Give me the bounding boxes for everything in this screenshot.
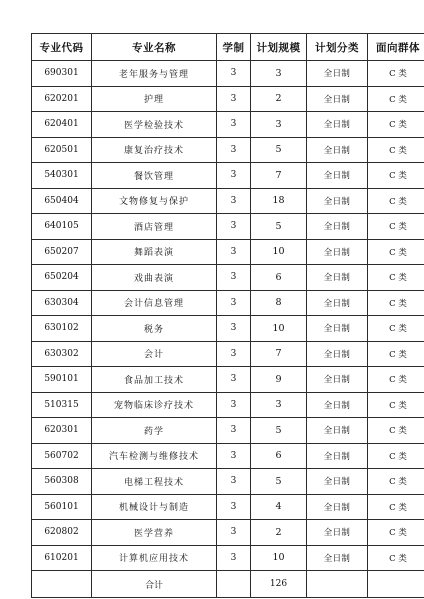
duration-cell: 3 (217, 520, 251, 546)
major-code-cell: 650204 (32, 265, 92, 291)
table-row (32, 469, 424, 495)
plan-type-cell: 全日制 (307, 214, 368, 240)
duration-cell: 3 (217, 316, 251, 342)
target-group-cell: C 类 (368, 418, 424, 444)
plan-type-cell: 全日制 (307, 316, 368, 342)
table-row (32, 188, 424, 214)
major-name-cell: 医学营养 (92, 520, 217, 546)
target-group-cell: C 类 (368, 265, 424, 291)
target-group-cell: C 类 (368, 214, 424, 240)
duration-cell: 3 (217, 494, 251, 520)
target-group-cell: C 类 (368, 290, 424, 316)
table-row (32, 112, 424, 138)
table-row (32, 392, 424, 418)
plan-size-cell: 7 (251, 163, 307, 189)
major-code-cell: 620501 (32, 137, 92, 163)
major-code-cell: 560101 (32, 494, 92, 520)
table-body (32, 61, 424, 571)
table-row (32, 290, 424, 316)
table-row (32, 367, 424, 393)
major-code-cell: 630102 (32, 316, 92, 342)
duration-cell: 3 (217, 163, 251, 189)
major-code-cell: 610201 (32, 545, 92, 571)
total-empty-cell (32, 571, 92, 598)
plan-size-cell: 5 (251, 214, 307, 240)
table-row (32, 316, 424, 342)
duration-cell: 3 (217, 86, 251, 112)
major-code-cell: 510315 (32, 392, 92, 418)
duration-cell: 3 (217, 469, 251, 495)
plan-size-cell: 3 (251, 392, 307, 418)
plan-type-cell: 全日制 (307, 163, 368, 189)
major-code-cell: 690301 (32, 61, 92, 87)
major-code-cell: 650404 (32, 188, 92, 214)
plan-size-cell: 8 (251, 290, 307, 316)
major-name-cell: 文物修复与保护 (92, 188, 217, 214)
plan-type-cell: 全日制 (307, 86, 368, 112)
major-code-cell: 620301 (32, 418, 92, 444)
plan-type-cell: 全日制 (307, 367, 368, 393)
major-name-cell: 汽车检测与维修技术 (92, 443, 217, 469)
header-major-name: 专业名称 (92, 34, 217, 61)
duration-cell: 3 (217, 341, 251, 367)
plan-size-cell: 9 (251, 367, 307, 393)
plan-type-cell: 全日制 (307, 392, 368, 418)
major-code-cell: 560308 (32, 469, 92, 495)
plan-type-cell: 全日制 (307, 265, 368, 291)
duration-cell: 3 (217, 367, 251, 393)
total-row (32, 571, 424, 598)
major-name-cell: 医学检验技术 (92, 112, 217, 138)
major-name-cell: 食品加工技术 (92, 367, 217, 393)
total-label: 合计 (92, 571, 217, 598)
major-name-cell: 计算机应用技术 (92, 545, 217, 571)
plan-type-cell: 全日制 (307, 239, 368, 265)
table-row (32, 418, 424, 444)
total-value: 126 (251, 571, 307, 598)
plan-type-cell: 全日制 (307, 341, 368, 367)
plan-type-cell: 全日制 (307, 290, 368, 316)
major-name-cell: 舞蹈表演 (92, 239, 217, 265)
plan-type-cell: 全日制 (307, 188, 368, 214)
enrollment-plan-table (31, 33, 424, 598)
target-group-cell: C 类 (368, 367, 424, 393)
plan-size-cell: 5 (251, 469, 307, 495)
major-code-cell: 560702 (32, 443, 92, 469)
major-code-cell: 620802 (32, 520, 92, 546)
duration-cell: 3 (217, 214, 251, 240)
major-code-cell: 630304 (32, 290, 92, 316)
plan-size-cell: 5 (251, 137, 307, 163)
major-name-cell: 老年服务与管理 (92, 61, 217, 87)
table-row (32, 494, 424, 520)
major-code-cell: 630302 (32, 341, 92, 367)
target-group-cell: C 类 (368, 61, 424, 87)
table-row (32, 265, 424, 291)
plan-size-cell: 2 (251, 520, 307, 546)
plan-size-cell: 6 (251, 265, 307, 291)
plan-size-cell: 4 (251, 494, 307, 520)
target-group-cell: C 类 (368, 239, 424, 265)
duration-cell: 3 (217, 137, 251, 163)
target-group-cell: C 类 (368, 392, 424, 418)
duration-cell: 3 (217, 112, 251, 138)
plan-size-cell: 10 (251, 545, 307, 571)
plan-type-cell: 全日制 (307, 469, 368, 495)
major-code-cell: 650207 (32, 239, 92, 265)
duration-cell: 3 (217, 188, 251, 214)
major-name-cell: 电梯工程技术 (92, 469, 217, 495)
plan-size-cell: 2 (251, 86, 307, 112)
duration-cell: 3 (217, 265, 251, 291)
major-name-cell: 餐饮管理 (92, 163, 217, 189)
major-code-cell: 540301 (32, 163, 92, 189)
duration-cell: 3 (217, 545, 251, 571)
plan-size-cell: 3 (251, 61, 307, 87)
major-code-cell: 590101 (32, 367, 92, 393)
plan-size-cell: 5 (251, 418, 307, 444)
major-code-cell: 640105 (32, 214, 92, 240)
plan-type-cell: 全日制 (307, 61, 368, 87)
plan-type-cell: 全日制 (307, 520, 368, 546)
plan-type-cell: 全日制 (307, 494, 368, 520)
plan-type-cell: 全日制 (307, 112, 368, 138)
duration-cell: 3 (217, 61, 251, 87)
major-name-cell: 机械设计与制造 (92, 494, 217, 520)
target-group-cell: C 类 (368, 112, 424, 138)
target-group-cell: C 类 (368, 341, 424, 367)
major-name-cell: 护理 (92, 86, 217, 112)
table-row (32, 545, 424, 571)
major-name-cell: 康复治疗技术 (92, 137, 217, 163)
total-empty-cell (217, 571, 251, 598)
table-row (32, 61, 424, 87)
major-name-cell: 戏曲表演 (92, 265, 217, 291)
total-empty-cell (307, 571, 368, 598)
duration-cell: 3 (217, 392, 251, 418)
header-plan-size: 计划规模 (251, 34, 307, 61)
major-code-cell: 620401 (32, 112, 92, 138)
major-name-cell: 会计信息管理 (92, 290, 217, 316)
major-name-cell: 会计 (92, 341, 217, 367)
plan-size-cell: 18 (251, 188, 307, 214)
duration-cell: 3 (217, 239, 251, 265)
duration-cell: 3 (217, 290, 251, 316)
table-row (32, 86, 424, 112)
table-row (32, 341, 424, 367)
table-row (32, 239, 424, 265)
total-empty-cell (368, 571, 424, 598)
major-name-cell: 宠物临床诊疗技术 (92, 392, 217, 418)
target-group-cell: C 类 (368, 494, 424, 520)
header-duration: 学制 (217, 34, 251, 61)
table-header-row (32, 34, 424, 61)
major-name-cell: 药学 (92, 418, 217, 444)
duration-cell: 3 (217, 443, 251, 469)
plan-size-cell: 10 (251, 239, 307, 265)
target-group-cell: C 类 (368, 443, 424, 469)
target-group-cell: C 类 (368, 545, 424, 571)
plan-size-cell: 3 (251, 112, 307, 138)
major-name-cell: 税务 (92, 316, 217, 342)
duration-cell: 3 (217, 418, 251, 444)
table-row (32, 163, 424, 189)
target-group-cell: C 类 (368, 520, 424, 546)
target-group-cell: C 类 (368, 469, 424, 495)
target-group-cell: C 类 (368, 137, 424, 163)
header-plan-type: 计划分类 (307, 34, 368, 61)
table-row (32, 214, 424, 240)
plan-size-cell: 10 (251, 316, 307, 342)
plan-size-cell: 6 (251, 443, 307, 469)
table-row (32, 137, 424, 163)
header-major-code: 专业代码 (32, 34, 92, 61)
plan-type-cell: 全日制 (307, 137, 368, 163)
target-group-cell: C 类 (368, 163, 424, 189)
target-group-cell: C 类 (368, 188, 424, 214)
target-group-cell: C 类 (368, 86, 424, 112)
plan-type-cell: 全日制 (307, 443, 368, 469)
major-name-cell: 酒店管理 (92, 214, 217, 240)
table-row (32, 520, 424, 546)
table-row (32, 443, 424, 469)
target-group-cell: C 类 (368, 316, 424, 342)
major-code-cell: 620201 (32, 86, 92, 112)
plan-type-cell: 全日制 (307, 545, 368, 571)
plan-type-cell: 全日制 (307, 418, 368, 444)
plan-size-cell: 7 (251, 341, 307, 367)
header-target-group: 面向群体 (368, 34, 424, 61)
